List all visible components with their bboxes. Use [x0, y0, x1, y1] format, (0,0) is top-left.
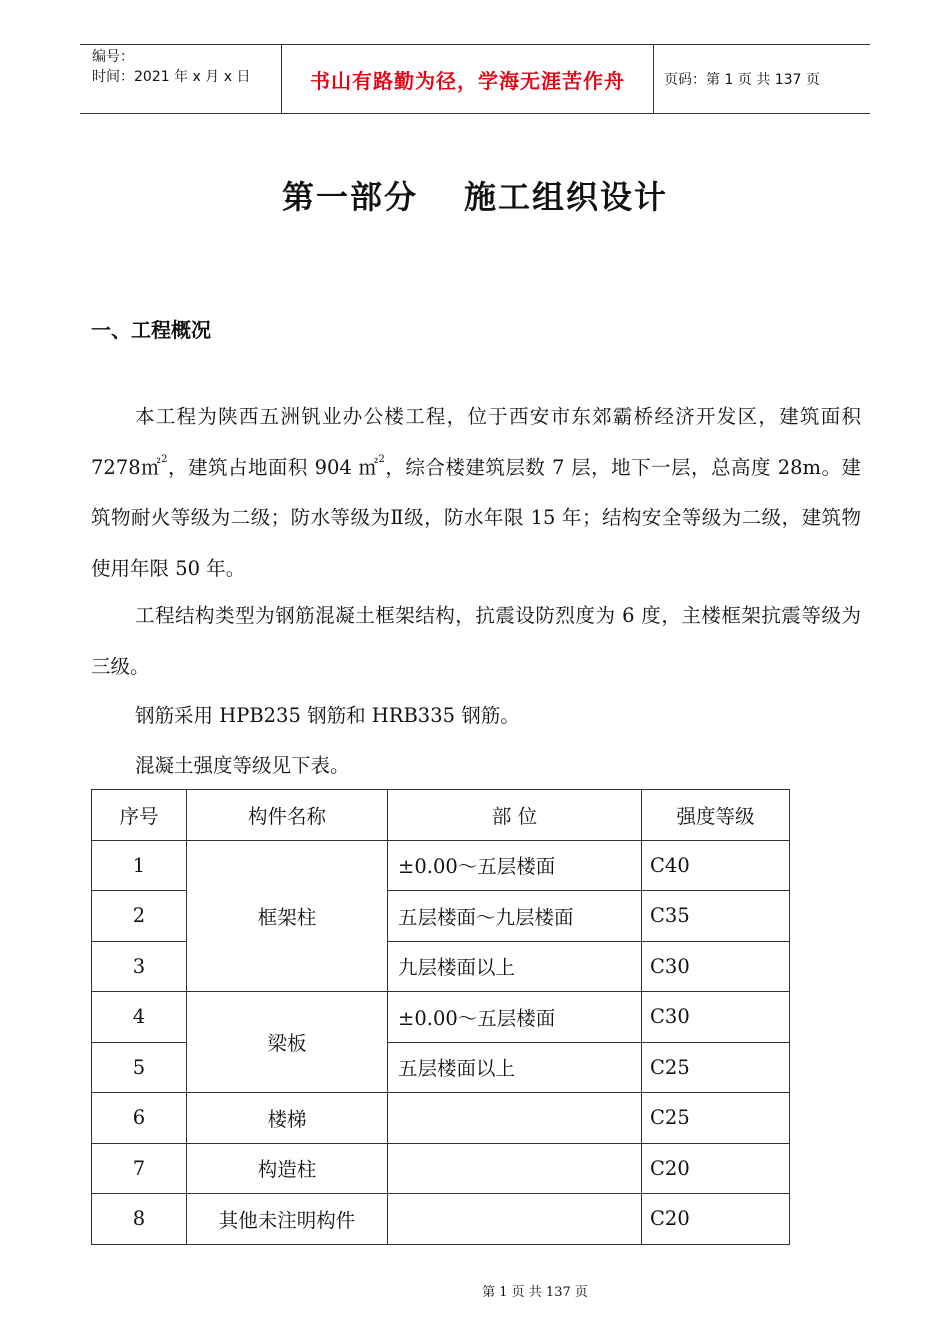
cell-member: 其他未注明构件 — [187, 1194, 388, 1245]
cell-grade: C30 — [642, 992, 790, 1043]
cell-member: 构造柱 — [187, 1143, 388, 1194]
table-row — [92, 840, 790, 891]
document-title — [0, 172, 950, 218]
superscript-2: 2 — [378, 453, 385, 465]
cell-no: 3 — [92, 941, 187, 992]
paragraph-structure: 工程结构类型为钢筋混凝土框架结构，抗震设防烈度为 6 度，主楼框架抗震等级为三级。 — [91, 604, 861, 678]
cell-member: 框架柱 — [187, 840, 388, 992]
cell-grade: C30 — [642, 941, 790, 992]
page-header — [80, 44, 870, 114]
overview-text-a: 本工程为陕西五洲钒业办公楼工程，位于西安市东郊霸桥经济开发区，建筑面积 7278㎡ — [91, 405, 861, 479]
title-name: 施工组织设计 — [464, 178, 669, 216]
table-row — [92, 1093, 790, 1144]
header-cell-no: 序号 — [92, 790, 187, 841]
cell-position — [388, 1093, 642, 1144]
concrete-grade-table — [91, 789, 790, 1245]
table-row — [92, 1194, 790, 1245]
cell-position: 九层楼面以上 — [388, 941, 642, 992]
cell-no: 5 — [92, 1042, 187, 1093]
cell-grade: C35 — [642, 891, 790, 942]
overview-text-c: ，综合楼建筑层数 7 层，地下一层，总高度 28m。建筑物耐火等级为二级；防水等级为Ⅱ级，防水年限 15 年；结构安全等级为二级，建筑物使用年限 50 年。 — [91, 455, 861, 580]
header-time-label: 时间：2021 年 x 月 x 日 — [92, 69, 251, 85]
cell-position — [388, 1143, 642, 1194]
paragraph-overview — [91, 392, 861, 594]
cell-grade: C20 — [642, 1194, 790, 1245]
cell-position: ±0.00～五层楼面 — [388, 840, 642, 891]
cell-no: 4 — [92, 992, 187, 1043]
cell-no: 8 — [92, 1194, 187, 1245]
overview-text-b: ，建筑占地面积 904 ㎡ — [167, 455, 379, 479]
header-cell-grade: 强度等级 — [642, 790, 790, 841]
cell-position: 五层楼面～九层楼面 — [388, 891, 642, 942]
cell-no: 6 — [92, 1093, 187, 1144]
cell-no: 1 — [92, 840, 187, 891]
table-row — [92, 992, 790, 1043]
cell-grade: C25 — [642, 1093, 790, 1144]
paragraph-concrete-intro: 混凝土强度等级见下表。 — [135, 754, 350, 777]
header-meta — [80, 45, 281, 113]
paragraph-rebar: 钢筋采用 HPB235 钢筋和 HRB335 钢筋。 — [135, 704, 520, 727]
cell-grade: C20 — [642, 1143, 790, 1194]
cell-no: 2 — [92, 891, 187, 942]
header-page-label: 页码：第 1 页 共 137 页 — [664, 72, 820, 88]
section-heading: 一、工程概况 — [91, 318, 211, 342]
cell-grade: C40 — [642, 840, 790, 891]
header-number-label: 编号： — [92, 49, 134, 65]
cell-no: 7 — [92, 1143, 187, 1194]
cell-member: 楼梯 — [187, 1093, 388, 1144]
superscript-1: 2 — [161, 453, 168, 465]
header-cell-position: 部 位 — [388, 790, 642, 841]
cell-member: 梁板 — [187, 992, 388, 1093]
title-part: 第一部分 — [281, 178, 418, 216]
cell-position: 五层楼面以上 — [388, 1042, 642, 1093]
header-motto: 书山有路勤为径，学海无涯苦作舟 — [281, 45, 654, 113]
table-row — [92, 1143, 790, 1194]
cell-position: ±0.00～五层楼面 — [388, 992, 642, 1043]
header-cell-member: 构件名称 — [187, 790, 388, 841]
page-footer: 第 1 页 共 137 页 — [482, 1285, 588, 1300]
cell-position — [388, 1194, 642, 1245]
table-header-row — [92, 790, 790, 841]
cell-grade: C25 — [642, 1042, 790, 1093]
